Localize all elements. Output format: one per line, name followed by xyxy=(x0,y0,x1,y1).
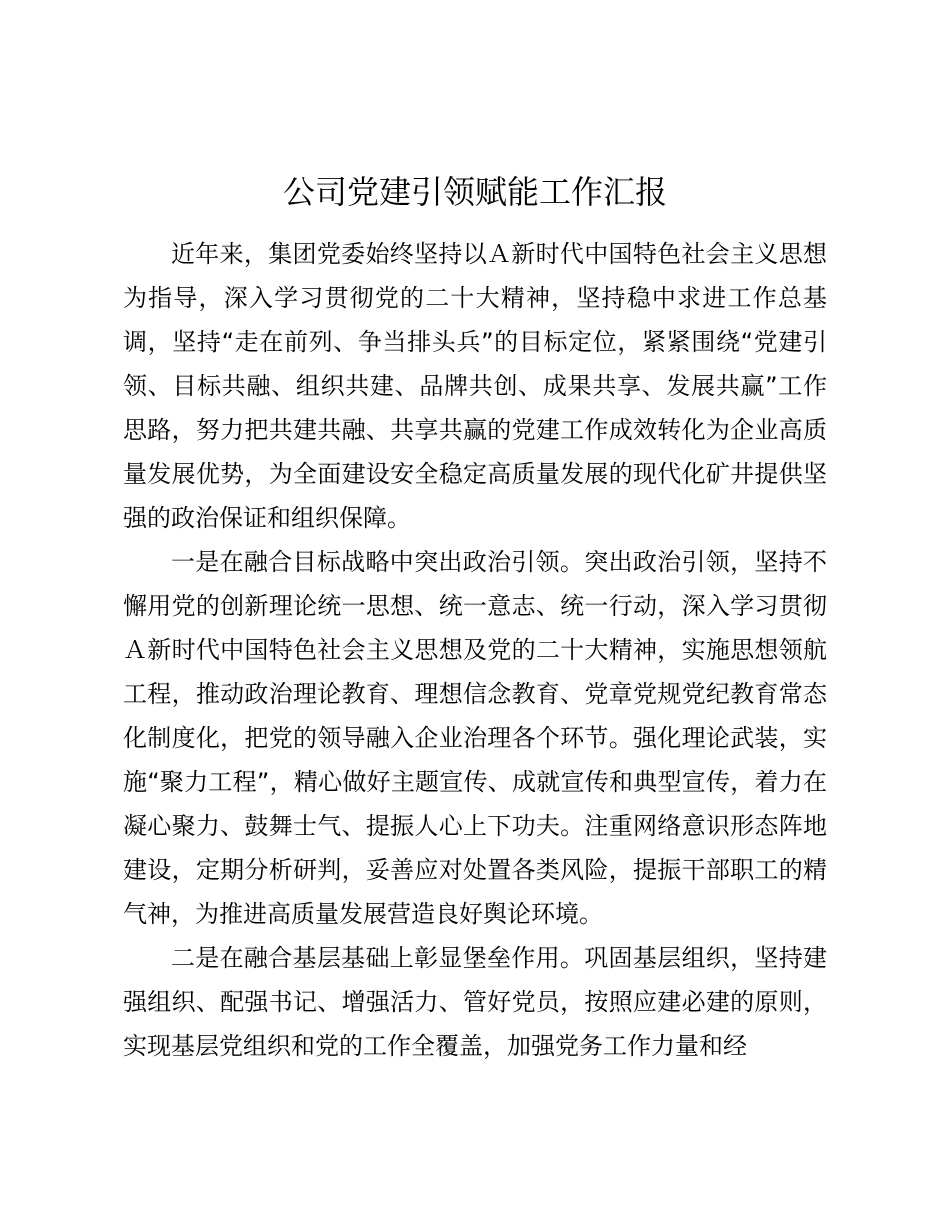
paragraph-intro: 近年来，集团党委始终坚持以Ａ新时代中国特色社会主义思想为指导，深入学习贯彻党的二十大精神，坚持稳中求进工作总基调，坚持“走在前列、争当排头兵”的目标定位，紧紧围绕“党建引领、目标共融、组织共建、品牌共创、成果共享、发展共赢”工作思路，努力把共建共融、共享共赢的党建工作成效转化为企业高质量发展优势，为全面建设安全稳定高质量发展的现代化矿井提供坚强的政治保证和组织保障。 xyxy=(123,240,827,532)
paragraph-political-leadership: 一是在融合目标战略中突出政治引领。突出政治引领，坚持不懈用党的创新理论统一思想、统一意志、统一行动，深入学习贯彻Ａ新时代中国特色社会主义思想及党的二十大精神，实施思想领航工程，推动政治理论教育、理想信念教育、党章党规党纪教育常态化制度化，把党的领导融入企业治理各个环节。强化理论武装，实施“聚力工程”，精心做好主题宣传、成就宣传和典型宣传，着力在凝心聚力、鼓舞士气、提振人心上下功夫。注重网络意识形态阵地建设，定期分析研判，妥善应对处置各类风险，提振干部职工的精气神，为推进高质量发展营造良好舆论环境。 xyxy=(123,548,827,928)
document-title: 公司党建引领赋能工作汇报 xyxy=(282,173,667,211)
document-body xyxy=(123,232,827,1068)
paragraph-grassroots: 二是在融合基层基础上彰显堡垒作用。巩固基层组织，坚持建强组织、配强书记、增强活力、管好党员，按照应建必建的原则，实现基层党组织和党的工作全覆盖，加强党务工作力量和经 xyxy=(123,944,827,1060)
